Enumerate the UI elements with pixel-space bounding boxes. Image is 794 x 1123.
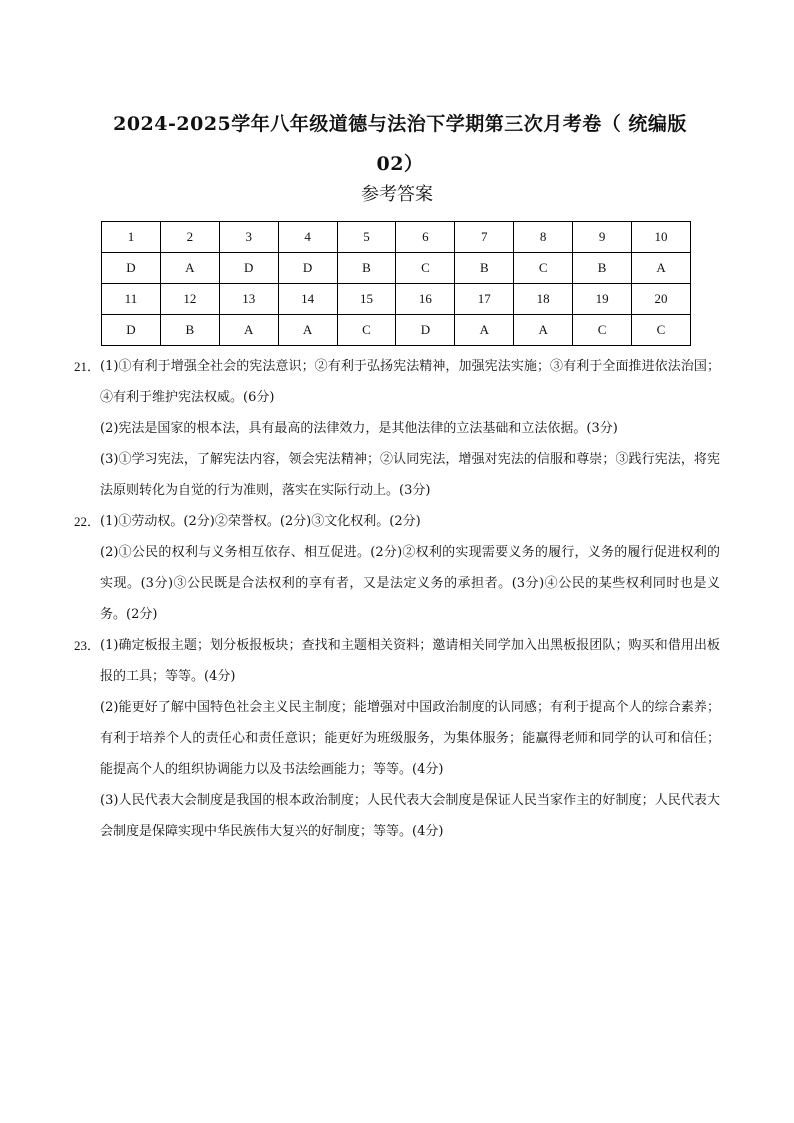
table-cell: B [455,253,514,284]
answer-part: (1)①有利于增强全社会的宪法意识；②有利于弘扬宪法精神，加强宪法实施；③有利于全面推进依法治国；④有利于维护宪法权威。(6分) [100,359,720,405]
table-row [102,284,691,315]
table-cell: A [278,315,337,346]
table-cell: A [455,315,514,346]
answer-part: (3)人民代表大会制度是我国的根本政治制度；人民代表大会制度是保证人民当家作主的好制度；人民代表大会制度是保障实现中华民族伟大复兴的好制度；等等。(4分) [100,793,720,839]
table-cell: 5 [337,222,396,253]
table-cell: 19 [573,284,632,315]
table-cell: 8 [514,222,573,253]
table-cell: 15 [337,284,396,315]
answer-part: (2)①公民的权利与义务相互依存、相互促进。(2分)②权利的实现需要义务的履行，义务的履行促进权利的实现。(3分)③公民既是合法权利的享有者，又是法定义务的承担者。(3分)④公民的某些权利同时也是义务。(2分) [100,545,720,622]
table-cell: B [160,315,219,346]
table-cell: D [102,315,161,346]
table-cell: A [160,253,219,284]
table-row [102,222,691,253]
table-cell: 13 [219,284,278,315]
question-number: 22． [74,514,101,529]
answer-part: (2)宪法是国家的根本法，具有最高的法律效力，是其他法律的立法基础和立法依据。(3分) [100,421,618,436]
table-cell: 12 [160,284,219,315]
page-subtitle: 参考答案 [361,184,433,205]
table-row [102,315,691,346]
answer-part: (1)①劳动权。(2分)②荣誉权。(2分)③文化权利。(2分) [100,514,421,529]
table-cell: 1 [102,222,161,253]
table-cell: B [337,253,396,284]
table-row [102,253,691,284]
table-cell: 6 [396,222,455,253]
table-cell: 10 [632,222,691,253]
table-cell: 20 [632,284,691,315]
table-cell: A [219,315,278,346]
table-cell: D [219,253,278,284]
answer-part: (3)①学习宪法，了解宪法内容，领会宪法精神；②认同宪法，增强对宪法的信服和尊崇；③践行宪法，将宪法原则转化为自觉的行为准则，落实在实际行动上。(3分) [100,452,720,498]
table-cell: C [396,253,455,284]
table-cell: A [632,253,691,284]
question-number: 21． [74,359,101,374]
table-cell: C [632,315,691,346]
table-cell: C [514,253,573,284]
table-cell: C [337,315,396,346]
table-cell: 2 [160,222,219,253]
question-answer [100,351,720,506]
question-answer [100,630,720,847]
table-cell: D [102,253,161,284]
table-cell: 7 [455,222,514,253]
table-cell: 17 [455,284,514,315]
question-answer [100,506,720,630]
table-cell: 16 [396,284,455,315]
table-cell: D [278,253,337,284]
table-cell: 3 [219,222,278,253]
table-cell: 11 [102,284,161,315]
table-cell: 18 [514,284,573,315]
table-cell: 4 [278,222,337,253]
table-cell: A [514,315,573,346]
answer-table [101,221,691,346]
question-number: 23． [74,638,101,653]
table-cell: C [573,315,632,346]
table-cell: 9 [573,222,632,253]
table-cell: B [573,253,632,284]
page-title: 2024-2025学年八年级道德与法治下学期第三次月考卷（ 统编版02） [113,113,687,175]
table-cell: 14 [278,284,337,315]
table-cell: D [396,315,455,346]
answer-part: (1)确定板报主题；划分板报板块；查找和主题相关资料；邀请相关同学加入出黑板报团队；购买和借用出板报的工具；等等。(4分) [100,638,720,684]
answer-part: (2)能更好了解中国特色社会主义民主制度；能增强对中国政治制度的认同感；有利于提高个人的综合素养；有利于培养个人的责任心和责任意识；能更好为班级服务，为集体服务；能赢得老师和同学的认可和信任；能提高个人的组织协调能力以及书法绘画能力；等等。(4分) [100,700,720,777]
